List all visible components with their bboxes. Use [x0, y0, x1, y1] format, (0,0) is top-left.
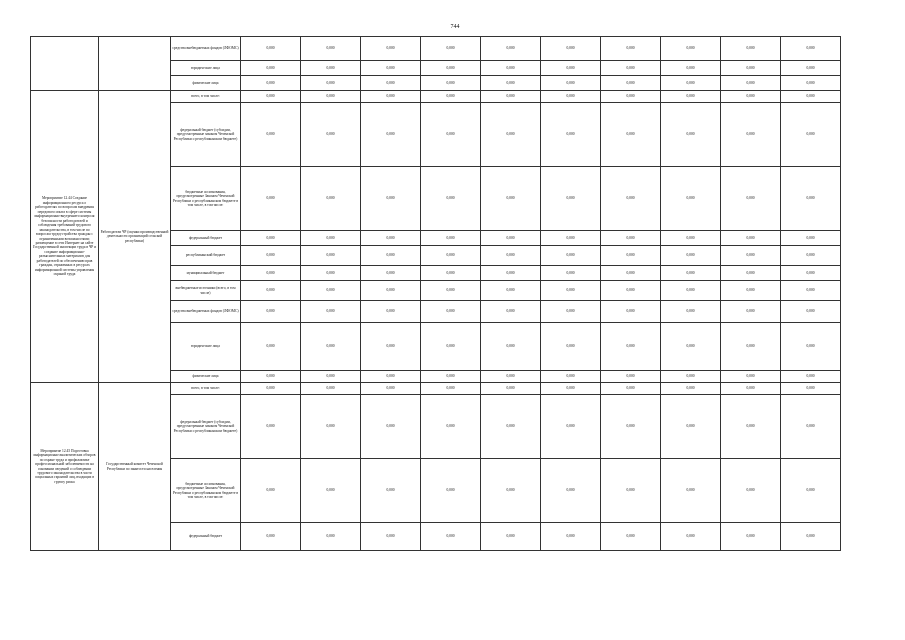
- value-cell: 0,000: [301, 281, 361, 301]
- value-cell: 0,000: [541, 76, 601, 91]
- page-number: 744: [450, 24, 460, 30]
- executor-cell: [99, 37, 171, 91]
- value-cell: 0,000: [781, 323, 841, 371]
- value-cell: 0,000: [541, 266, 601, 281]
- value-cell: 0,000: [301, 395, 361, 459]
- value-cell: 0,000: [241, 523, 301, 551]
- value-cell: 0,000: [421, 246, 481, 266]
- value-cell: 0,000: [661, 323, 721, 371]
- value-cell: 0,000: [421, 167, 481, 231]
- value-cell: 0,000: [481, 395, 541, 459]
- value-cell: 0,000: [481, 231, 541, 246]
- funding-source-cell: федеральный бюджет (субсидии, предусмотренные законом Чеченской Республики о республиканском бюджете): [171, 103, 241, 167]
- value-cell: 0,000: [601, 76, 661, 91]
- funding-source-cell: физические лица: [171, 371, 241, 383]
- value-cell: 0,000: [241, 167, 301, 231]
- value-cell: 0,000: [781, 281, 841, 301]
- value-cell: 0,000: [541, 523, 601, 551]
- value-cell: 0,000: [421, 371, 481, 383]
- value-cell: 0,000: [781, 246, 841, 266]
- value-cell: 0,000: [481, 76, 541, 91]
- value-cell: 0,000: [241, 91, 301, 103]
- value-cell: 0,000: [241, 323, 301, 371]
- value-cell: 0,000: [601, 459, 661, 523]
- value-cell: 0,000: [541, 301, 601, 323]
- value-cell: 0,000: [601, 91, 661, 103]
- value-cell: 0,000: [661, 91, 721, 103]
- value-cell: 0,000: [361, 459, 421, 523]
- value-cell: 0,000: [721, 167, 781, 231]
- value-cell: 0,000: [781, 383, 841, 395]
- funding-source-cell: бюджетные ассигнования, предусмотренные Законом Чеченской Республики о республиканском бюджете в том числе, в том числе:: [171, 459, 241, 523]
- value-cell: 0,000: [301, 266, 361, 281]
- funding-source-cell: юридические лица: [171, 323, 241, 371]
- value-cell: 0,000: [781, 91, 841, 103]
- table-row: [31, 383, 841, 395]
- measure-cell: Мероприятие 12.44 Создание информационного ресурса о работодателях по вопросам внедрения передового опыта в сфере системы информационно-внутреннего контроля безопасности работодателей и соблюдения требований трудового законодательства, в том числе по вопросам трудоустройства граждан с ограниченными возможностями; размещение в сети Интернет на сайте Государственной инспекции труда в ЧР и создание информационно-разъяснительных материалов для работодателей по обеспечению прав граждан, отраженных в ресурсах информационной системы управления охраной труда: [31, 91, 99, 383]
- value-cell: 0,000: [421, 37, 481, 61]
- value-cell: 0,000: [601, 323, 661, 371]
- funding-source-cell: федеральный бюджет (субсидии, предусмотренные законом Чеченской Республики о республиканском бюджете): [171, 395, 241, 459]
- value-cell: 0,000: [661, 266, 721, 281]
- value-cell: 0,000: [361, 323, 421, 371]
- value-cell: 0,000: [721, 266, 781, 281]
- value-cell: 0,000: [361, 103, 421, 167]
- value-cell: 0,000: [241, 371, 301, 383]
- funding-source-cell: всего, в том числе:: [171, 383, 241, 395]
- funding-source-cell: физические лица: [171, 76, 241, 91]
- value-cell: 0,000: [361, 395, 421, 459]
- value-cell: 0,000: [721, 281, 781, 301]
- value-cell: 0,000: [661, 231, 721, 246]
- value-cell: 0,000: [301, 246, 361, 266]
- value-cell: 0,000: [661, 301, 721, 323]
- value-cell: 0,000: [661, 395, 721, 459]
- value-cell: 0,000: [721, 301, 781, 323]
- value-cell: 0,000: [541, 231, 601, 246]
- value-cell: 0,000: [541, 91, 601, 103]
- executor-cell: Работодатели ЧР (оценки производственной деятельности организаций сельской республики): [99, 91, 171, 383]
- value-cell: 0,000: [481, 266, 541, 281]
- value-cell: 0,000: [361, 301, 421, 323]
- value-cell: 0,000: [661, 103, 721, 167]
- value-cell: 0,000: [481, 91, 541, 103]
- value-cell: 0,000: [601, 37, 661, 61]
- funding-source-cell: бюджетные ассигнования, предусмотренные Законом Чеченской Республики о республиканском бюджете в том числе, в том числе:: [171, 167, 241, 231]
- value-cell: 0,000: [541, 246, 601, 266]
- value-cell: 0,000: [301, 91, 361, 103]
- value-cell: 0,000: [481, 323, 541, 371]
- value-cell: 0,000: [541, 383, 601, 395]
- table-row: [31, 91, 841, 103]
- measure-cell: Мероприятие 12.45 Подготовка информационно-аналитических обзоров по охране труда и профилактике профессиональной заболеваемости на основании сведений о соблюдении трудового законодательства в части социальных гарантий лиц, входящих в группу риска: [31, 383, 99, 551]
- value-cell: 0,000: [421, 61, 481, 76]
- value-cell: 0,000: [301, 523, 361, 551]
- value-cell: 0,000: [361, 383, 421, 395]
- value-cell: 0,000: [481, 523, 541, 551]
- value-cell: 0,000: [361, 523, 421, 551]
- value-cell: 0,000: [781, 76, 841, 91]
- value-cell: 0,000: [481, 61, 541, 76]
- value-cell: 0,000: [541, 61, 601, 76]
- value-cell: 0,000: [601, 61, 661, 76]
- value-cell: 0,000: [601, 383, 661, 395]
- value-cell: 0,000: [541, 395, 601, 459]
- value-cell: 0,000: [721, 231, 781, 246]
- value-cell: 0,000: [241, 76, 301, 91]
- value-cell: 0,000: [421, 383, 481, 395]
- value-cell: 0,000: [241, 281, 301, 301]
- value-cell: 0,000: [301, 383, 361, 395]
- value-cell: 0,000: [661, 383, 721, 395]
- value-cell: 0,000: [421, 103, 481, 167]
- value-cell: 0,000: [721, 103, 781, 167]
- value-cell: 0,000: [481, 281, 541, 301]
- funding-source-cell: юридические лица: [171, 61, 241, 76]
- value-cell: 0,000: [481, 301, 541, 323]
- value-cell: 0,000: [361, 371, 421, 383]
- value-cell: 0,000: [601, 167, 661, 231]
- value-cell: 0,000: [601, 371, 661, 383]
- value-cell: 0,000: [241, 266, 301, 281]
- value-cell: 0,000: [781, 231, 841, 246]
- value-cell: 0,000: [301, 459, 361, 523]
- value-cell: 0,000: [601, 103, 661, 167]
- value-cell: 0,000: [301, 231, 361, 246]
- funding-source-cell: муниципальный бюджет: [171, 266, 241, 281]
- value-cell: 0,000: [781, 371, 841, 383]
- executor-cell: Государственный комитет Чеченской Республики по занятости населения: [99, 383, 171, 551]
- funding-source-cell: средства внебюджетных фондов (ЛФОМС): [171, 301, 241, 323]
- value-cell: 0,000: [301, 61, 361, 76]
- funding-source-cell: республиканский бюджет: [171, 246, 241, 266]
- value-cell: 0,000: [241, 383, 301, 395]
- value-cell: 0,000: [721, 91, 781, 103]
- value-cell: 0,000: [481, 37, 541, 61]
- value-cell: 0,000: [361, 61, 421, 76]
- value-cell: 0,000: [481, 103, 541, 167]
- value-cell: 0,000: [661, 281, 721, 301]
- value-cell: 0,000: [661, 371, 721, 383]
- budget-table: [30, 36, 841, 551]
- value-cell: 0,000: [781, 37, 841, 61]
- funding-source-cell: внебюджетные источники (всего, в том числе): [171, 281, 241, 301]
- value-cell: 0,000: [721, 76, 781, 91]
- value-cell: 0,000: [241, 395, 301, 459]
- funding-source-cell: федеральный бюджет: [171, 231, 241, 246]
- value-cell: 0,000: [421, 395, 481, 459]
- value-cell: 0,000: [481, 383, 541, 395]
- value-cell: 0,000: [601, 231, 661, 246]
- value-cell: 0,000: [421, 231, 481, 246]
- value-cell: 0,000: [661, 61, 721, 76]
- value-cell: 0,000: [661, 523, 721, 551]
- value-cell: 0,000: [601, 395, 661, 459]
- funding-source-cell: средства внебюджетных фондов (ЛФОМС): [171, 37, 241, 61]
- value-cell: 0,000: [601, 246, 661, 266]
- value-cell: 0,000: [601, 281, 661, 301]
- value-cell: 0,000: [241, 246, 301, 266]
- value-cell: 0,000: [541, 371, 601, 383]
- value-cell: 0,000: [721, 395, 781, 459]
- value-cell: 0,000: [721, 37, 781, 61]
- value-cell: 0,000: [301, 37, 361, 61]
- value-cell: 0,000: [781, 103, 841, 167]
- value-cell: 0,000: [541, 281, 601, 301]
- value-cell: 0,000: [301, 76, 361, 91]
- table-row: [31, 37, 841, 61]
- value-cell: 0,000: [421, 523, 481, 551]
- value-cell: 0,000: [721, 523, 781, 551]
- value-cell: 0,000: [721, 323, 781, 371]
- value-cell: 0,000: [241, 459, 301, 523]
- value-cell: 0,000: [661, 459, 721, 523]
- funding-source-cell: всего, в том числе:: [171, 91, 241, 103]
- value-cell: 0,000: [781, 266, 841, 281]
- value-cell: 0,000: [421, 91, 481, 103]
- value-cell: 0,000: [241, 103, 301, 167]
- value-cell: 0,000: [241, 301, 301, 323]
- value-cell: 0,000: [421, 281, 481, 301]
- value-cell: 0,000: [301, 301, 361, 323]
- value-cell: 0,000: [301, 371, 361, 383]
- value-cell: 0,000: [361, 266, 421, 281]
- value-cell: 0,000: [781, 395, 841, 459]
- value-cell: 0,000: [361, 246, 421, 266]
- value-cell: 0,000: [721, 459, 781, 523]
- value-cell: 0,000: [721, 246, 781, 266]
- value-cell: 0,000: [421, 459, 481, 523]
- value-cell: 0,000: [721, 383, 781, 395]
- value-cell: 0,000: [421, 323, 481, 371]
- value-cell: 0,000: [241, 37, 301, 61]
- value-cell: 0,000: [781, 61, 841, 76]
- value-cell: 0,000: [361, 91, 421, 103]
- value-cell: 0,000: [421, 266, 481, 281]
- value-cell: 0,000: [541, 323, 601, 371]
- value-cell: 0,000: [601, 523, 661, 551]
- value-cell: 0,000: [241, 231, 301, 246]
- value-cell: 0,000: [361, 231, 421, 246]
- value-cell: 0,000: [421, 76, 481, 91]
- value-cell: 0,000: [661, 37, 721, 61]
- value-cell: 0,000: [541, 103, 601, 167]
- value-cell: 0,000: [361, 37, 421, 61]
- value-cell: 0,000: [541, 167, 601, 231]
- value-cell: 0,000: [541, 459, 601, 523]
- value-cell: 0,000: [301, 167, 361, 231]
- value-cell: 0,000: [361, 76, 421, 91]
- value-cell: 0,000: [781, 167, 841, 231]
- value-cell: 0,000: [481, 459, 541, 523]
- value-cell: 0,000: [721, 371, 781, 383]
- value-cell: 0,000: [301, 323, 361, 371]
- value-cell: 0,000: [721, 61, 781, 76]
- value-cell: 0,000: [781, 459, 841, 523]
- value-cell: 0,000: [661, 167, 721, 231]
- value-cell: 0,000: [601, 266, 661, 281]
- value-cell: 0,000: [241, 61, 301, 76]
- measure-cell: [31, 37, 99, 91]
- value-cell: 0,000: [781, 523, 841, 551]
- value-cell: 0,000: [601, 301, 661, 323]
- value-cell: 0,000: [661, 76, 721, 91]
- value-cell: 0,000: [301, 103, 361, 167]
- value-cell: 0,000: [781, 301, 841, 323]
- value-cell: 0,000: [481, 167, 541, 231]
- value-cell: 0,000: [541, 37, 601, 61]
- value-cell: 0,000: [481, 371, 541, 383]
- value-cell: 0,000: [421, 301, 481, 323]
- value-cell: 0,000: [361, 281, 421, 301]
- value-cell: 0,000: [661, 246, 721, 266]
- funding-source-cell: федеральный бюджет: [171, 523, 241, 551]
- value-cell: 0,000: [361, 167, 421, 231]
- value-cell: 0,000: [481, 246, 541, 266]
